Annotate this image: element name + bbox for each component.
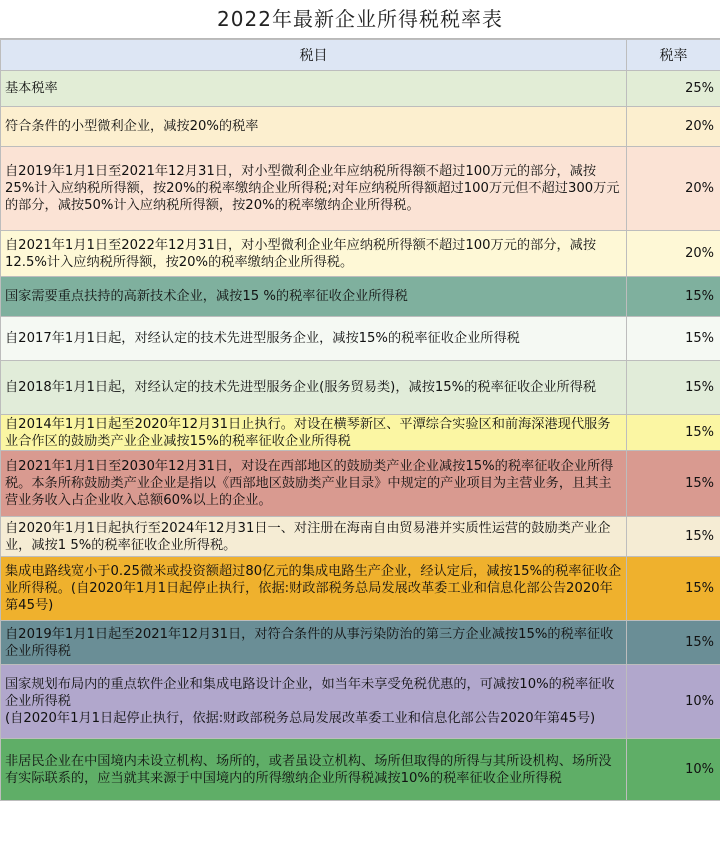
tax-rate-cell: 15% <box>627 557 720 621</box>
tax-item-cell: 国家规划布局内的重点软件企业和集成电路设计企业，如当年未享受免税优惠的，可减按10%的税率征收企业所得税 (自2020年1月1日起停止执行，依据:财政部税务总局发展改革委工业和信息化部公告2020年第45号) <box>1 665 627 739</box>
tax-rate-cell: 20% <box>627 231 720 277</box>
tax-item-cell: 基本税率 <box>1 71 627 107</box>
tax-item-cell: 自2018年1月1日起，对经认定的技术先进型服务企业(服务贸易类)，减按15%的税率征收企业所得税 <box>1 361 627 415</box>
table-row <box>1 317 720 361</box>
table-row <box>1 665 720 739</box>
table-row <box>1 107 720 147</box>
tax-item-cell: 自2019年1月1日至2021年12月31日，对小型微利企业年应纳税所得额不超过100万元的部分，减按25%计入应纳税所得额，按20%的税率缴纳企业所得税;对年应纳税所得额超过100万元但不超过300万元的部分，减按50%计入应纳税所得额，按20%的税率缴纳企业所得税。 <box>1 147 627 231</box>
table-row <box>1 557 720 621</box>
tax-rate-cell: 15% <box>627 451 720 517</box>
tax-item-cell: 自2021年1月1日至2030年12月31日，对设在西部地区的鼓励类产业企业减按15%的税率征收企业所得税。本条所称鼓励类产业企业是指以《西部地区鼓励类产业目录》中规定的产业项目为主营业务，且其主营业务收入占企业收入总额60%以上的企业。 <box>1 451 627 517</box>
table-row <box>1 231 720 277</box>
tax-rate-cell: 10% <box>627 739 720 801</box>
table-row <box>1 361 720 415</box>
tax-item-cell: 集成电路线宽小于0.25微米或投资额超过80亿元的集成电路生产企业，经认定后，减按15%的税率征收企业所得税。(自2020年1月1日起停止执行，依据:财政部税务总局发展改革委工业和信息化部公告2020年第45号) <box>1 557 627 621</box>
tax-rate-cell: 15% <box>627 361 720 415</box>
tax-rate-cell: 10% <box>627 665 720 739</box>
tax-rate-cell: 15% <box>627 317 720 361</box>
tax-item-cell: 符合条件的小型微利企业，减按20%的税率 <box>1 107 627 147</box>
header-item: 税目 <box>1 40 627 71</box>
tax-item-cell: 国家需要重点扶持的高新技术企业，减按15 %的税率征收企业所得税 <box>1 277 627 317</box>
table-row <box>1 277 720 317</box>
table-row <box>1 517 720 557</box>
tax-item-cell: 自2014年1月1日起至2020年12月31日止执行。对设在横琴新区、平潭综合实验区和前海深港现代服务业合作区的鼓励类产业企业减按15%的税率征收企业所得税 <box>1 415 627 451</box>
tax-rate-table <box>0 39 720 801</box>
tax-rate-cell: 25% <box>627 71 720 107</box>
tax-rate-cell: 15% <box>627 415 720 451</box>
tax-item-cell: 自2020年1月1日起执行至2024年12月31日一、对注册在海南自由贸易港并实质性运营的鼓励类产业企业，减按1 5%的税率征收企业所得税。 <box>1 517 627 557</box>
tax-rate-cell: 15% <box>627 517 720 557</box>
tax-rate-cell: 20% <box>627 147 720 231</box>
tax-rate-cell: 20% <box>627 107 720 147</box>
watermark-logo: 爱创根知识网 <box>616 833 700 849</box>
tax-item-cell: 自2017年1月1日起，对经认定的技术先进型服务企业，减按15%的税率征收企业所得税 <box>1 317 627 361</box>
tax-item-cell: 自2021年1月1日至2022年12月31日，对小型微利企业年应纳税所得额不超过100万元的部分，减按12.5%计入应纳税所得额，按20%的税率缴纳企业所得税。 <box>1 231 627 277</box>
table-row <box>1 415 720 451</box>
header-rate: 税率 <box>627 40 720 71</box>
table-header-row <box>1 40 720 71</box>
table-row <box>1 451 720 517</box>
table-row <box>1 621 720 665</box>
tax-item-cell: 自2019年1月1日起至2021年12月31日，对符合条件的从事污染防治的第三方企业减按15%的税率征收企业所得税 <box>1 621 627 665</box>
table-row <box>1 147 720 231</box>
table-row <box>1 71 720 107</box>
table-title: 2022年最新企业所得税税率表 <box>0 0 720 39</box>
tax-item-cell: 非居民企业在中国境内未设立机构、场所的，或者虽设立机构、场所但取得的所得与其所设机构、场所没有实际联系的，应当就其来源于中国境内的所得缴纳企业所得税减按10%的税率征收企业所得税 <box>1 739 627 801</box>
tax-rate-cell: 15% <box>627 277 720 317</box>
table-row <box>1 739 720 801</box>
tax-rate-cell: 15% <box>627 621 720 665</box>
